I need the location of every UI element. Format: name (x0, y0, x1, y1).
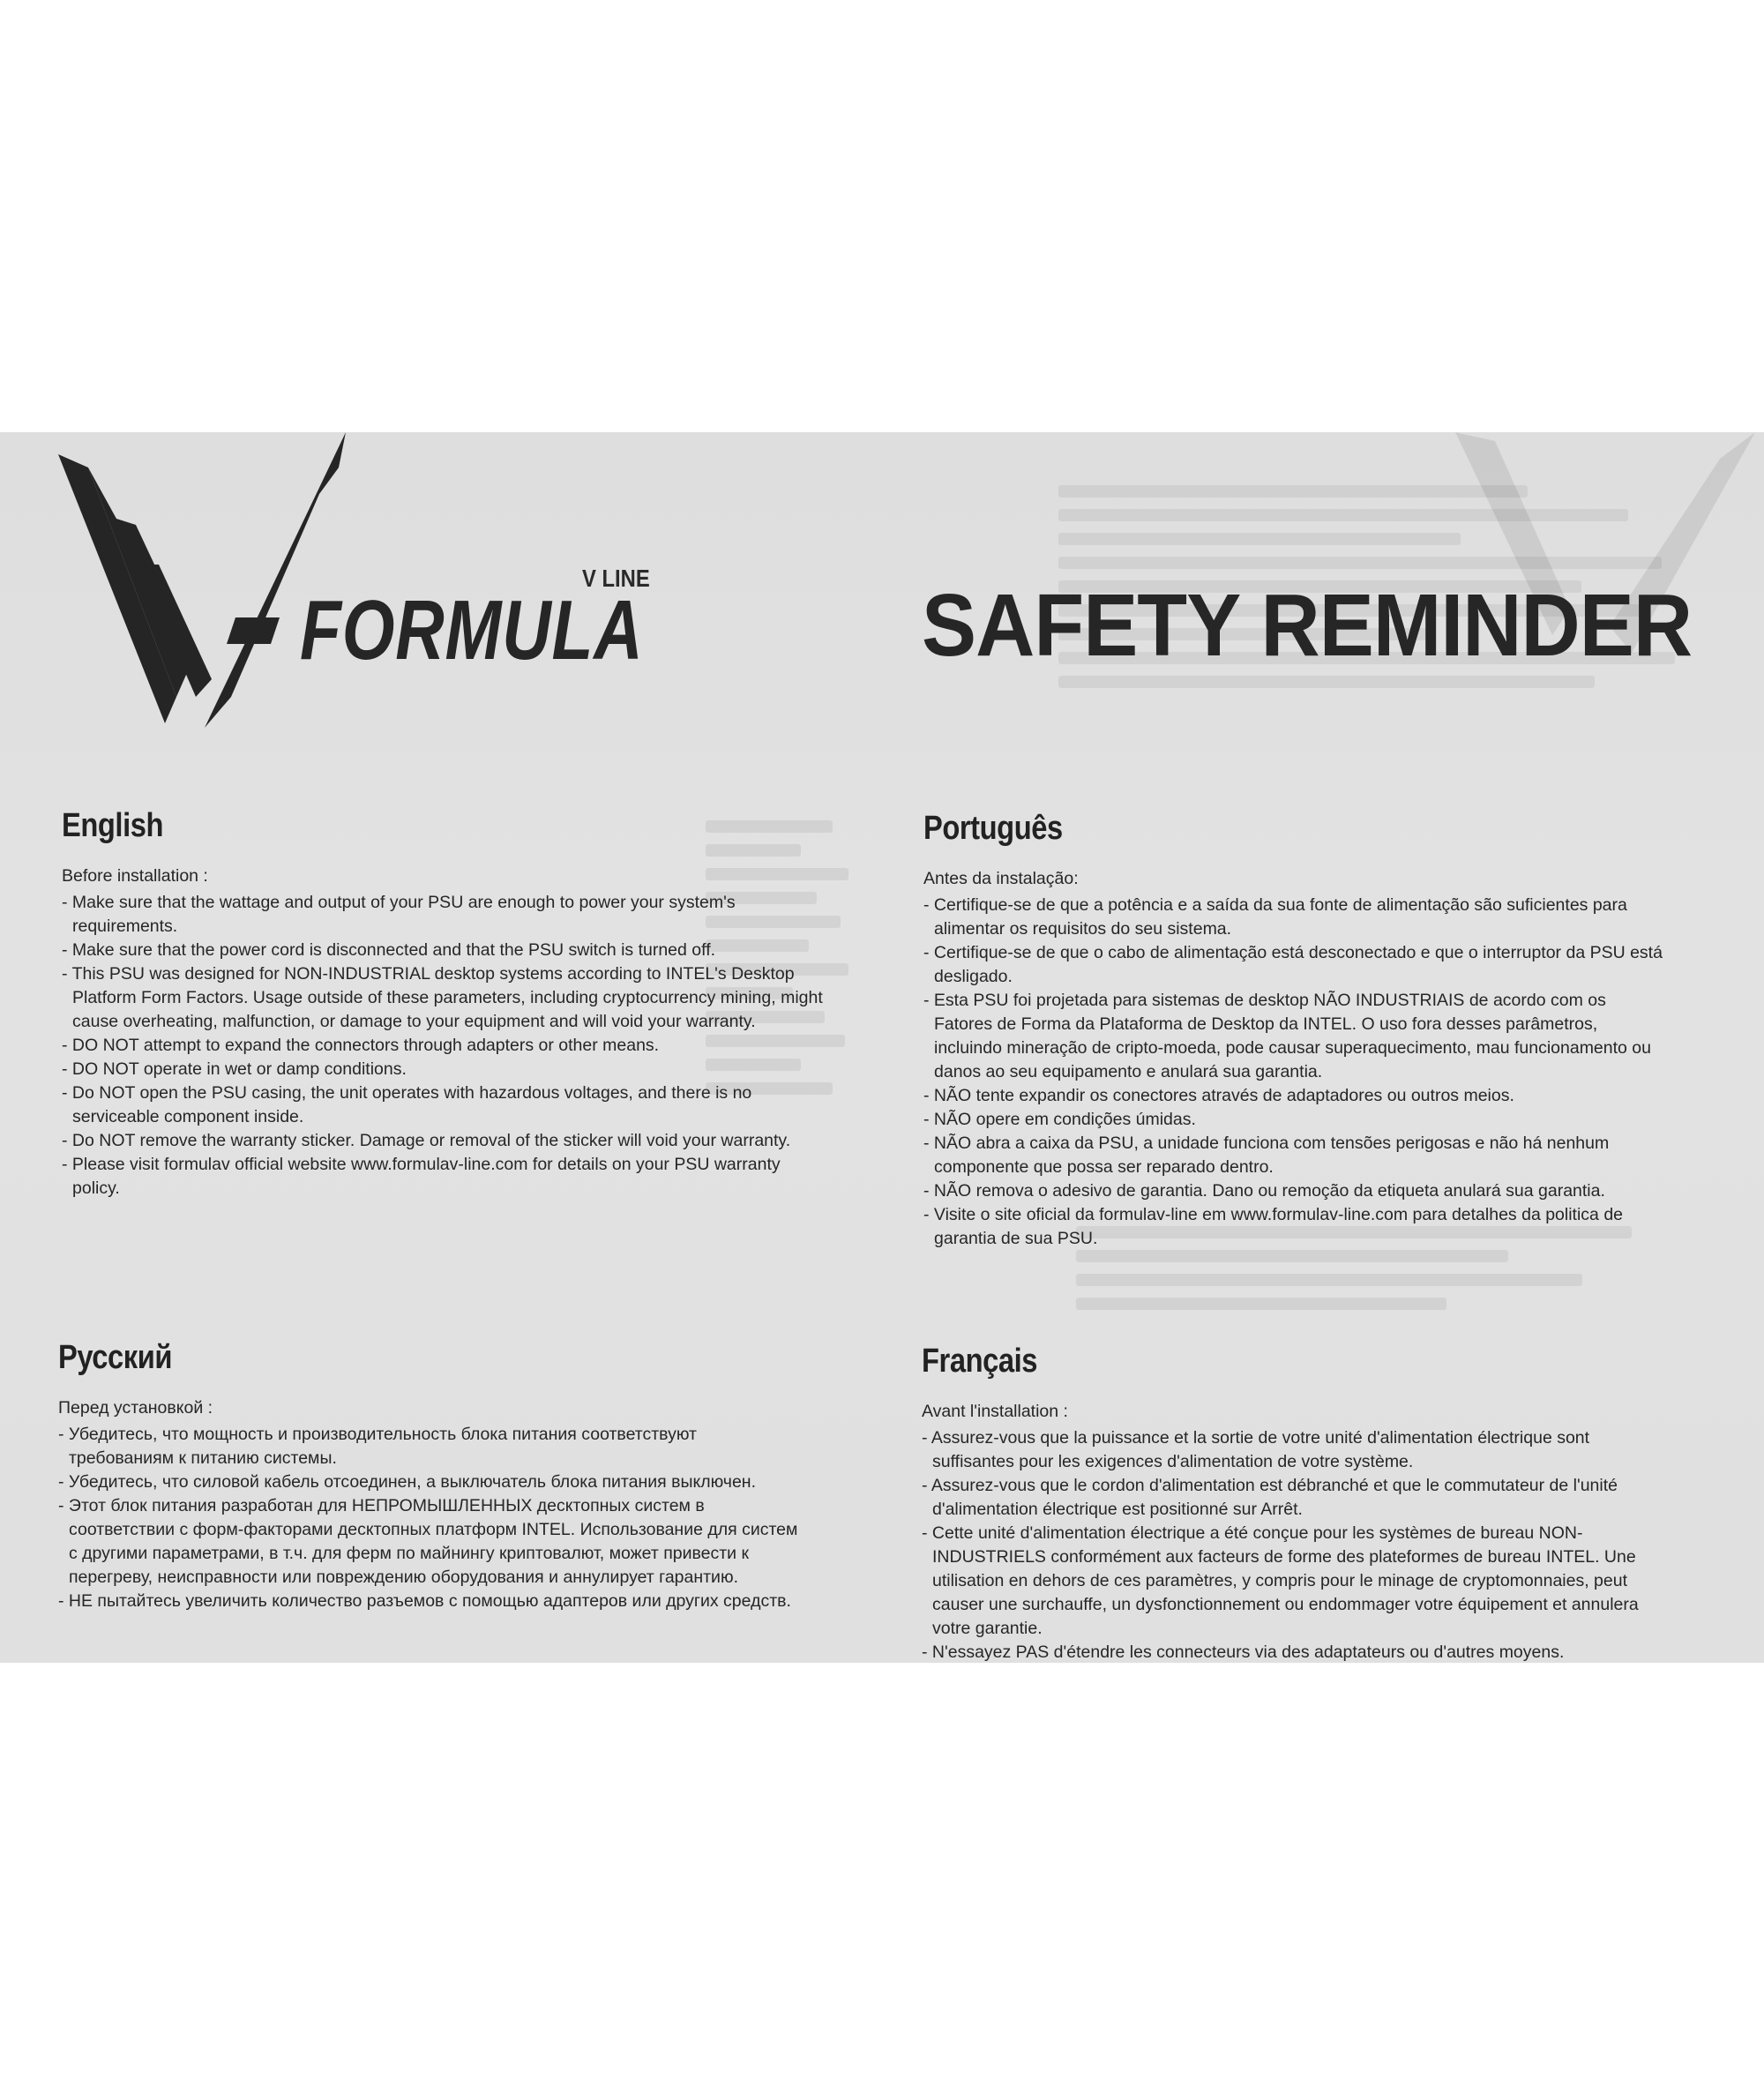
list-item: - Make sure that the wattage and output of your PSU are enough to power your system's requirements. (62, 891, 829, 939)
section-heading: English (62, 807, 164, 844)
list-item: - Do NOT open the PSU casing, the unit operates with hazardous voltages, and there is no serviceable component inside. (62, 1081, 829, 1129)
instruction-list (923, 894, 1669, 1251)
section-heading: Português (923, 810, 1063, 847)
section-intro: Avant l'installation : (922, 1402, 1068, 1421)
instruction-list (922, 1426, 1671, 1663)
list-item: - Certifique-se de que o cabo de alimentação está desconectado e que o interruptor da PSU está desligado. (923, 941, 1669, 989)
section-francais (922, 1343, 1671, 1663)
list-item: - Assurez-vous que le cordon d'alimentation est débranché et que le commutateur de l'unité d'alimentation électrique est positionné sur Arrêt. (922, 1474, 1671, 1522)
list-item: - Certifique-se de que a potência e a saída da sua fonte de alimentação são suficientes para alimentar os requisitos do seu sistema. (923, 894, 1669, 941)
brand-subline: V LINE (582, 565, 650, 592)
section-heading: Français (922, 1343, 1037, 1380)
instruction-list (58, 1423, 799, 1613)
list-item: - Cette unité d'alimentation électrique a été conçue pour les systèmes de bureau NON-INDUSTRIELS conformément aux facteurs de forme des plateformes de bureau INTEL. Une utilisation en dehors de ces paramètres, y compris pour le minage de cryptomonnaies, peut causer une surchauffe, un dysfonctionnement ou endommager votre équipement et annulera votre garantie. (922, 1522, 1671, 1641)
section-intro: Перед установкой : (58, 1398, 213, 1418)
list-item: - Make sure that the power cord is disconnected and that the PSU switch is turned off. (62, 939, 829, 962)
section-intro: Antes da instalação: (923, 869, 1079, 888)
list-item: - NÃO opere em condições úmidas. (923, 1108, 1669, 1132)
list-item: - НЕ пытайтесь увеличить количество разъемов с помощью адаптеров или других средств. (58, 1590, 799, 1613)
list-item: - NÃO remova o adesivo de garantia. Dano ou remoção da etiqueta anulará sua garantia. (923, 1179, 1669, 1203)
manual-sheet (0, 432, 1764, 1663)
list-item: - NÃO tente expandir os conectores através de adaptadores ou outros meios. (923, 1084, 1669, 1108)
list-item: - Этот блок питания разработан для НЕПРОМЫШЛЕННЫХ десктопных систем в соответствии с форм-факторами десктопных платформ INTEL. Использование для систем с другими параметрами, в т.ч. для ферм по майнингу криптовалют, может привести к перегреву, неисправности или повреждению оборудования и аннулирует гарантию. (58, 1494, 799, 1590)
section-english (62, 807, 829, 1201)
list-item: - This PSU was designed for NON-INDUSTRIAL desktop systems according to INTEL's Desktop Platform Form Factors. Usage outside of these parameters, including cryptocurrency mining, might cause overheating, malfunction, or damage to your equipment and will void your warranty. (62, 962, 829, 1034)
list-item: - Please visit formulav official website www.formulav-line.com for details on your PSU warranty policy. (62, 1153, 829, 1201)
list-item: - NÃO abra a caixa da PSU, a unidade funciona com tensões perigosas e não há nenhum componente que possa ser reparado dentro. (923, 1132, 1669, 1179)
list-item: - Do NOT remove the warranty sticker. Damage or removal of the sticker will void your warranty. (62, 1129, 829, 1153)
list-item: - Убедитесь, что силовой кабель отсоединен, а выключатель блока питания выключен. (58, 1470, 799, 1494)
brand-wordmark: FORMULA (300, 583, 644, 677)
instruction-list (62, 891, 829, 1201)
list-item: - Убедитесь, что мощность и производительность блока питания соответствуют требованиям к питанию системы. (58, 1423, 799, 1470)
list-item: - Esta PSU foi projetada para sistemas de desktop NÃO INDUSTRIAIS de acordo com os Fatores de Forma da Plataforma de Desktop da INTEL. O uso fora desses parâmetros, incluindo mineração de cripto-moeda, pode causar superaquecimento, mau funcionamento ou danos ao seu equipamento e anulará sua garantia. (923, 989, 1669, 1084)
list-item: - Assurez-vous que la puissance et la sortie de votre unité d'alimentation électrique sont suffisantes pour les exigences d'alimentation de votre système. (922, 1426, 1671, 1474)
list-item: - DO NOT operate in wet or damp conditions. (62, 1058, 829, 1081)
section-intro: Before installation : (62, 866, 208, 886)
page-title: SAFETY REMINDER (922, 576, 1693, 675)
list-item: - Visite o site oficial da formulav-line em www.formulav-line.com para detalhes da politica de garantia de sua PSU. (923, 1203, 1669, 1251)
section-russian (58, 1339, 799, 1613)
section-heading: Русский (58, 1339, 173, 1376)
list-item: - DO NOT attempt to expand the connectors through adapters or other means. (62, 1034, 829, 1058)
section-portugues (923, 810, 1669, 1251)
list-item: - N'essayez PAS d'étendre les connecteurs via des adaptateurs ou d'autres moyens. (922, 1641, 1671, 1663)
